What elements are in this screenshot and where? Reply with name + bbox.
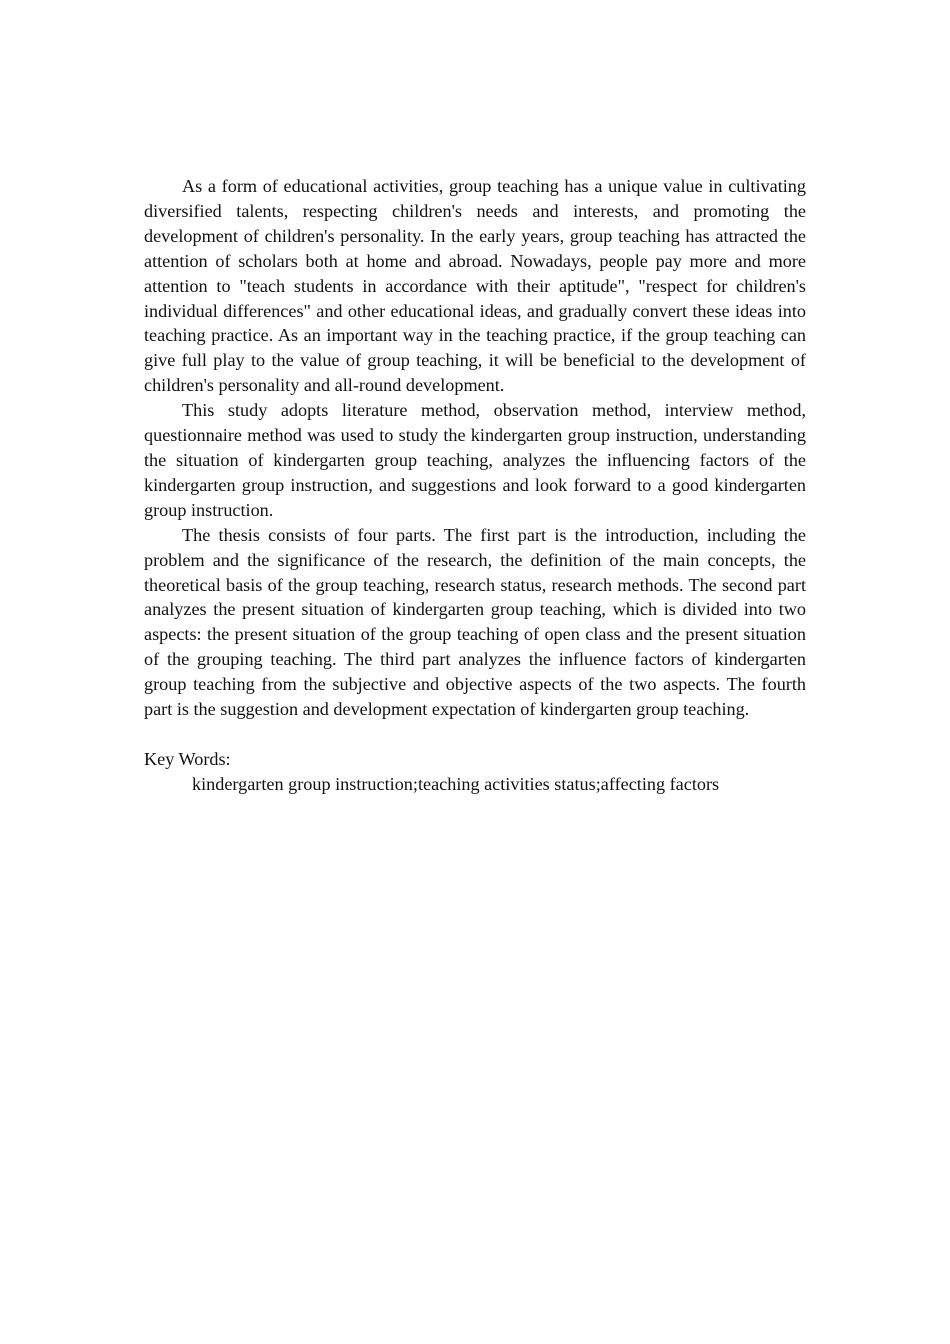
keywords-label: Key Words: — [144, 748, 231, 769]
abstract-paragraph-1: As a form of educational activities, group teaching has a unique value in cultivating diversified talents, respecting children's needs and interests, and promoting the development of children's personality. In the early years, group teaching has attracted the attention of scholars both at home and abroad. Nowadays, people pay more and more attention to "teach students in accordance with their aptitude", "respect for children's individual differences" and other educational ideas, and gradually convert these ideas into teaching practice. As an important way in the teaching practice, if the group teaching can give full play to the value of group teaching, it will be beneficial to the development of children's personality and all-round development. — [144, 176, 806, 396]
keywords-text: kindergarten group instruction;teaching activities status;affecting factors — [192, 773, 720, 794]
abstract-paragraph-2: This study adopts literature method, observation method, interview method, questionnaire method was used to study the kindergarten group instruction, understanding the situation of kindergarten group teaching, analyzes the influencing factors of the kindergarten group instruction, and suggestions and look forward to a good kindergarten group instruction. — [144, 400, 806, 520]
abstract-body — [144, 174, 806, 797]
keywords-section — [144, 747, 806, 797]
abstract-paragraph-3: The thesis consists of four parts. The first part is the introduction, including the problem and the significance of the research, the definition of the main concepts, the theoretical basis of the group teaching, research status, research methods. The second part analyzes the present situation of kindergarten group teaching, which is divided into two aspects: the present situation of the group teaching of open class and the present situation of the grouping teaching. The third part analyzes the influence factors of kindergarten group teaching from the subjective and objective aspects of the two aspects. The fourth part is the suggestion and development expectation of kindergarten group teaching. — [144, 524, 806, 720]
